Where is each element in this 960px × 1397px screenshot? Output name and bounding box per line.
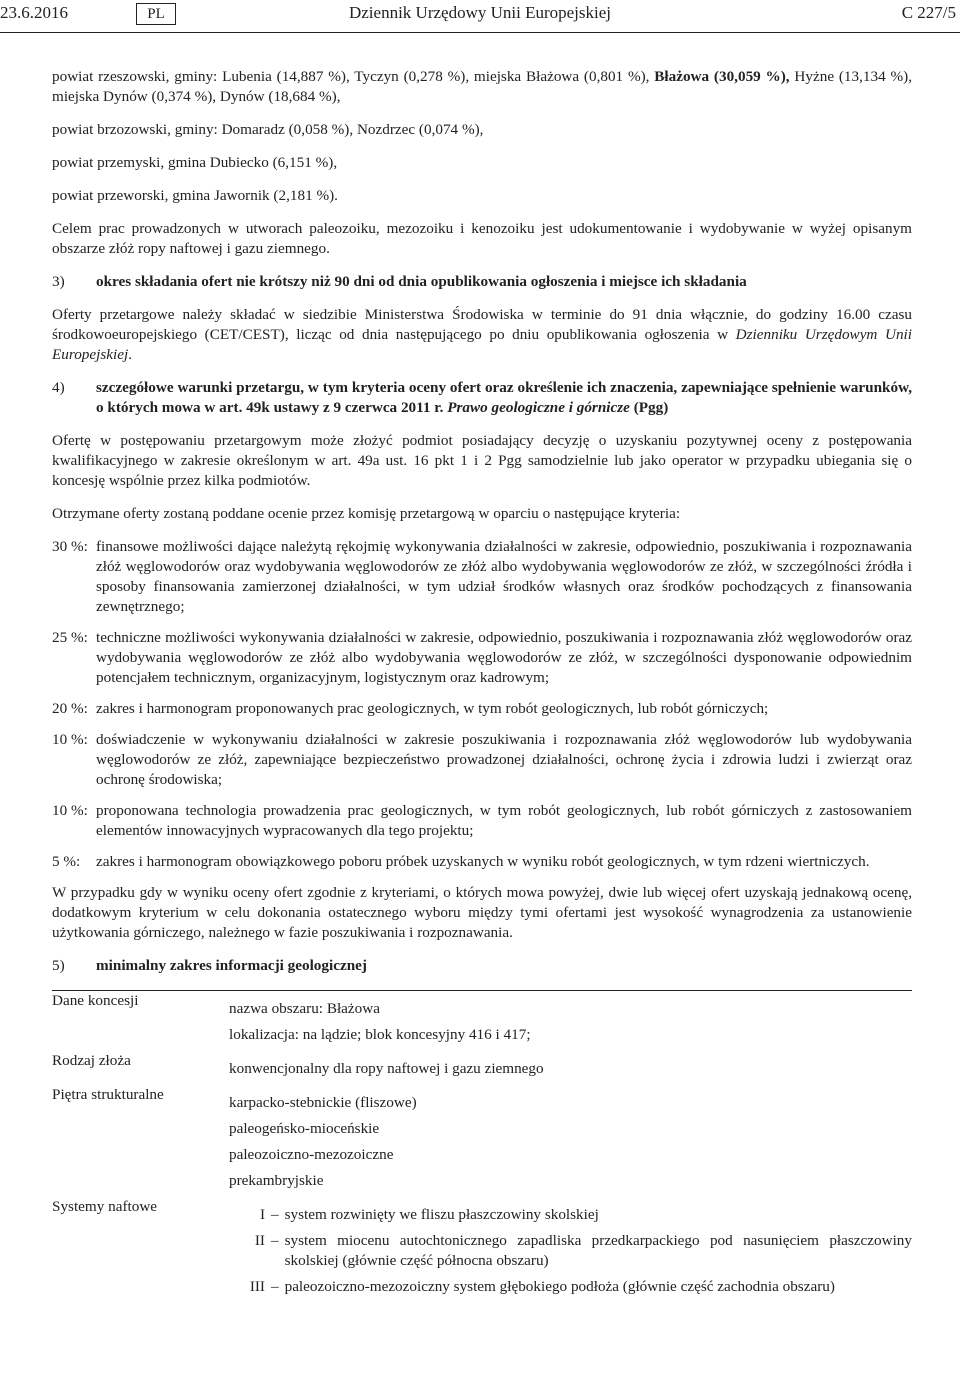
law-abbreviation: (Pgg) [633,399,669,416]
header-page-number: C 227/5 [901,3,956,22]
geological-info-table [52,990,912,1303]
dash: – [271,1232,279,1249]
header-date: 23.6.2016 [0,3,68,22]
system-numeral: II [254,1232,265,1249]
dash: – [271,1278,279,1295]
criteria-item [52,801,912,841]
row-label: Rodzaj złoża [52,1052,131,1069]
row-values [229,1051,912,1085]
bold-emphasis: Błażowa (30,059 %), [654,68,790,85]
row-label: Piętra strukturalne [52,1086,164,1103]
petroleum-system-item [229,1277,912,1297]
criteria-weight: 10 %: [52,731,88,748]
dash: – [271,1206,279,1223]
row-value: prekambryjskie [229,1172,324,1189]
section-3-heading [52,272,912,292]
paragraph-goal: Celem prac prowadzonych w utworach paleozoiku, mezozoiku i kenozoiku jest udokumentowanie i wydobywanie w wyżej opisanym obszarze złóż ropy naftowej i gazu ziemnego. [52,220,912,257]
section-title: minimalny zakres informacji geologicznej [96,957,367,974]
paragraph-przemyski: powiat przemyski, gmina Dubiecko (6,151 %), [52,154,338,171]
system-numeral: III [249,1278,265,1295]
paragraph-text: Oferty przetargowe należy składać w siedzibie Ministerstwa Środowiska w terminie do 91 dnia włącznie, do godziny 16.00 czasu środkowoeuropejskiego (CET/CEST), licząc od dnia następującego po dniu opublikowania ogłoszenia w [52,306,912,343]
row-values [229,991,912,1052]
section-4-heading [52,378,912,418]
paragraph-rzeszowski [52,67,912,107]
paragraph-criteria-intro: Otrzymane oferty zostaną poddane ocenie przez komisję przetargową w oparciu o następujące kryteria: [52,505,681,522]
criteria-text: proponowana technologia prowadzenia prac geologicznych, w tym robót geologicznych, lub robót górniczych z zastosowaniem elementów innowacyjnych wypracowanych dla tego projektu; [96,802,912,839]
criteria-item [52,628,912,688]
criteria-item [52,852,912,872]
section-5-heading [52,956,912,976]
criteria-weight: 5 %: [52,853,81,870]
criteria-text: techniczne możliwości wykonywania działalności w zakresie, odpowiednio, poszukiwania i rozpoznawania złóż węglowodorów oraz wydobywania węglowodorów ze złóż albo wydobywania węglowodorów ze złóż, w szczególności dysponowanie odpowiednim potencjałem technicznym, organizacyjnym, logistycznym oraz kadrowym; [96,629,912,686]
petroleum-system-item [229,1205,912,1225]
criteria-item [52,537,912,617]
row-label: Systemy naftowe [52,1198,158,1215]
row-value: konwencjonalny dla ropy naftowej i gazu ziemnego [229,1060,544,1077]
criteria-weight: 25 %: [52,629,88,646]
petroleum-system-item [229,1231,912,1271]
row-value: karpacko-stebnickie (fliszowe) [229,1094,417,1111]
paragraph-text: powiat rzeszowski, gminy: Lubenia (14,887 %), Tyczyn (0,278 %), miejska Błażowa (0,801 %), [52,68,650,85]
row-value: paleogeńsko-mioceńskie [229,1120,380,1137]
section-number: 4) [52,379,65,396]
journal-name-italic: Dzienniku Urzędowym Unii Europejskiej [52,326,912,363]
row-values [229,1085,912,1197]
paragraph-brzozowski: powiat brzozowski, gminy: Domaradz (0,058 %), Nozdrzec (0,074 %), [52,121,484,138]
paragraph-tiebreak: W przypadku gdy w wyniku oceny ofert zgodnie z kryteriami, o których mowa powyżej, dwie lub więcej ofert uzyskają jednakową ocenę, dodatkowym kryterium w celu dokonania ostatecznego wyboru między tymi ofertami jest wysokość wynagrodzenia za ustanowienie użytkowania górniczego, należnego w fazie poszukiwania i rozpoznawania. [52,884,912,941]
criteria-text: zakres i harmonogram proponowanych prac geologicznych, w tym robót geologicznych, lub robót górniczych; [96,700,769,717]
criteria-weight: 30 %: [52,538,88,555]
law-name-italic: Prawo geologiczne i górnicze [447,399,630,416]
criteria-item [52,699,912,719]
section-title: okres składania ofert nie krótszy niż 90 dni od dnia opublikowania ogłoszenia i miejsce ich składania [96,273,747,290]
page-header [0,0,960,33]
row-value: paleozoiczno-mezozoiczne [229,1146,394,1163]
system-text: system rozwinięty we fliszu płaszczowiny skolskiej [284,1206,599,1223]
table-row [52,1197,912,1303]
table-row [52,991,912,1052]
system-text: system miocenu autochtonicznego zapadliska przedkarpackiego pod nasunięciem płaszczowiny skolskiej (głównie część północna obszaru) [284,1232,912,1269]
criteria-weight: 20 %: [52,700,88,717]
criteria-list [52,537,912,872]
document-body [52,67,912,1303]
section-title-text: szczegółowe warunki przetargu, w tym kryteria oceny ofert oraz określenie ich znaczenia, zapewniające spełnienie warunków, o których mowa w art. 49k ustawy z 9 czerwca 2011 r. [96,379,912,416]
paragraph-submission [52,305,912,365]
criteria-text: zakres i harmonogram obowiązkowego poboru próbek uzyskanych w wyniku robót geologicznych, w tym rdzeni wiertniczych. [96,853,870,870]
row-value: lokalizacja: na lądzie; blok koncesyjny 416 i 417; [229,1026,531,1043]
paragraph-text: Hyżne (13,134 %), miejska Dynów (0,374 %), Dynów (18,684 %), [52,68,913,105]
section-number: 5) [52,957,65,974]
header-journal-title: Dziennik Urzędowy Unii Europejskiej [348,3,611,22]
table-row [52,1051,912,1085]
criteria-item [52,730,912,790]
paragraph-przeworski: powiat przeworski, gmina Jawornik (2,181 %). [52,187,338,204]
row-values [229,1197,912,1303]
table-row [52,1085,912,1197]
period: . [128,346,132,363]
section-number: 3) [52,273,65,290]
section-title [96,378,912,418]
header-language-box: PL [136,3,176,25]
system-numeral: I [259,1206,265,1223]
criteria-text: doświadczenie w wykonywaniu działalności w zakresie poszukiwania i rozpoznawania złóż węglowodorów lub wydobywania węglowodorów ze złóż, zapewniające bezpieczeństwo prowadzonej działalności, ochronę życia i zdrowia ludzi i zwierząt oraz ochronę środowiska; [96,731,912,788]
criteria-text: finansowe możliwości dające należytą rękojmię wykonywania działalności w zakresie, odpowiednio, poszukiwania i rozpoznawania złóż węglowodorów oraz wydobywania węglowodorów ze złóż albo wydobywania węglowodorów ze złóż, w szczególności źródła i sposoby finansowania zamierzonej działalności, w tym udział środków własnych oraz środków pochodzących z finansowania zewnętrznego; [96,538,912,615]
row-label: Dane koncesji [52,992,139,1009]
row-value: nazwa obszaru: Błażowa [229,1000,380,1017]
system-text: paleozoiczno-mezozoiczny system głębokiego podłoża (głównie część zachodnia obszaru) [284,1278,835,1295]
paragraph-eligibility: Ofertę w postępowaniu przetargowym może złożyć podmiot posiadający decyzję o uzyskaniu pozytywnej oceny z postępowania kwalifikacyjnego w zakresie określonym w art. 49a ust. 16 pkt 1 i 2 Pgg samodzielnie lub jako operator w przypadku ubiegania się o koncesję wspólnie przez kilka podmiotów. [52,432,912,489]
criteria-weight: 10 %: [52,802,88,819]
